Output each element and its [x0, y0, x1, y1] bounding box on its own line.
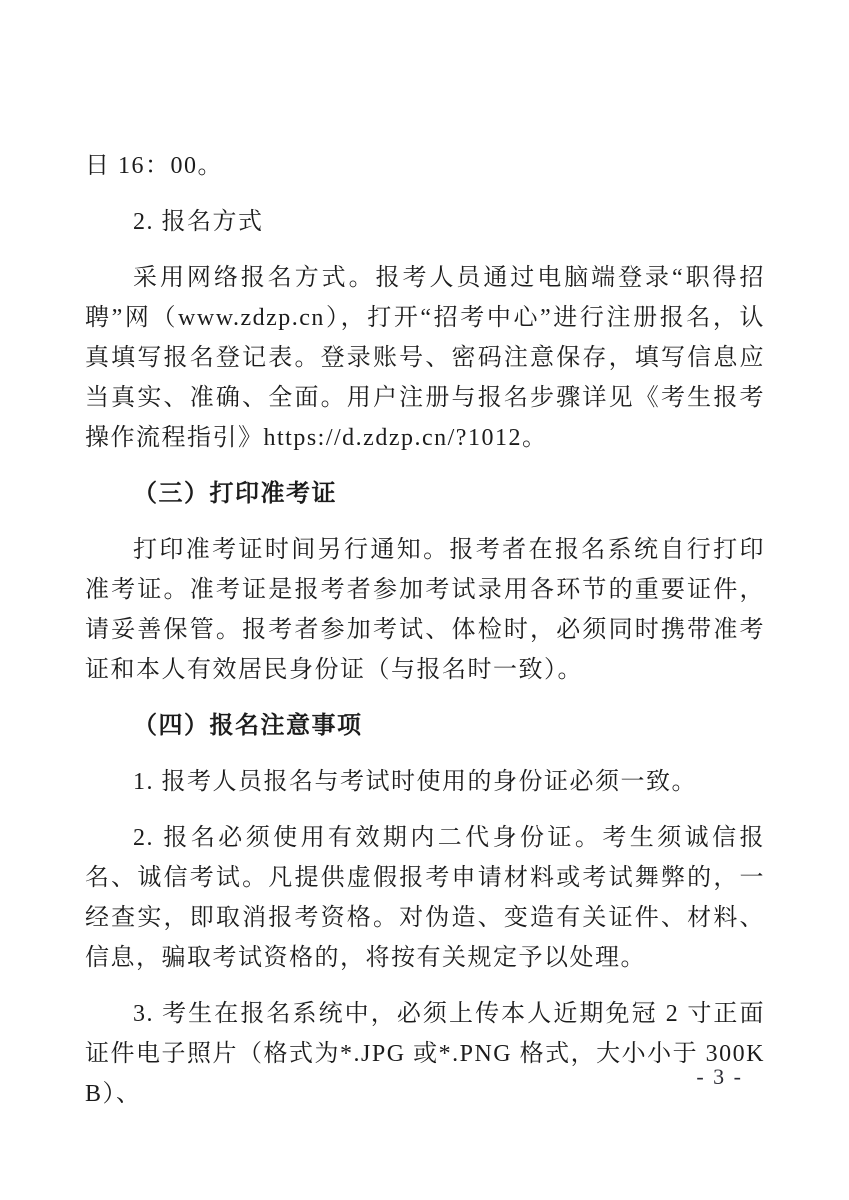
page-number: - 3 -	[696, 1064, 743, 1089]
heading-print-admission-ticket: （三）打印准考证	[133, 481, 337, 507]
heading-registration-notes: （四）报名注意事项	[133, 713, 363, 739]
paragraph-registration-method: 采用网络报名方式。报考人员通过电脑端登录“职得招聘”网（www.zdzp.cn），打开“招考中心”进行注册报名，认真填写报名登记表。登录账号、密码注意保存，填写信息应当真实、准确、全面。用户注册与报名步骤详见《考生报考操作流程指引》https://d.zdzp.cn/?1012。	[85, 265, 765, 451]
paragraph-print-admission-ticket: 打印准考证时间另行通知。报考者在报名系统自行打印准考证。准考证是报考者参加考试录用各环节的重要证件，请妥善保管。报考者参加考试、体检时，必须同时携带准考证和本人有效居民身份证（与报名时一致）。	[85, 537, 765, 683]
list-item-note-1: 1. 报考人员报名与考试时使用的身份证必须一致。	[133, 769, 697, 795]
paragraph-continuation: 日 16：00。	[85, 153, 223, 179]
list-item-note-2: 2. 报名必须使用有效期内二代身份证。考生须诚信报名、诚信考试。凡提供虚假报考申请材料或考试舞弊的，一经查实，即取消报考资格。对伪造、变造有关证件、材料、信息，骗取考试资格的，将按有关规定予以处理。	[85, 825, 765, 971]
heading-registration-method: 2. 报名方式	[133, 209, 264, 235]
list-item-note-3: 3. 考生在报名系统中，必须上传本人近期免冠 2 寸正面证件电子照片（格式为*.JPG 或*.PNG 格式，大小小于 300KB）、	[85, 1001, 765, 1107]
